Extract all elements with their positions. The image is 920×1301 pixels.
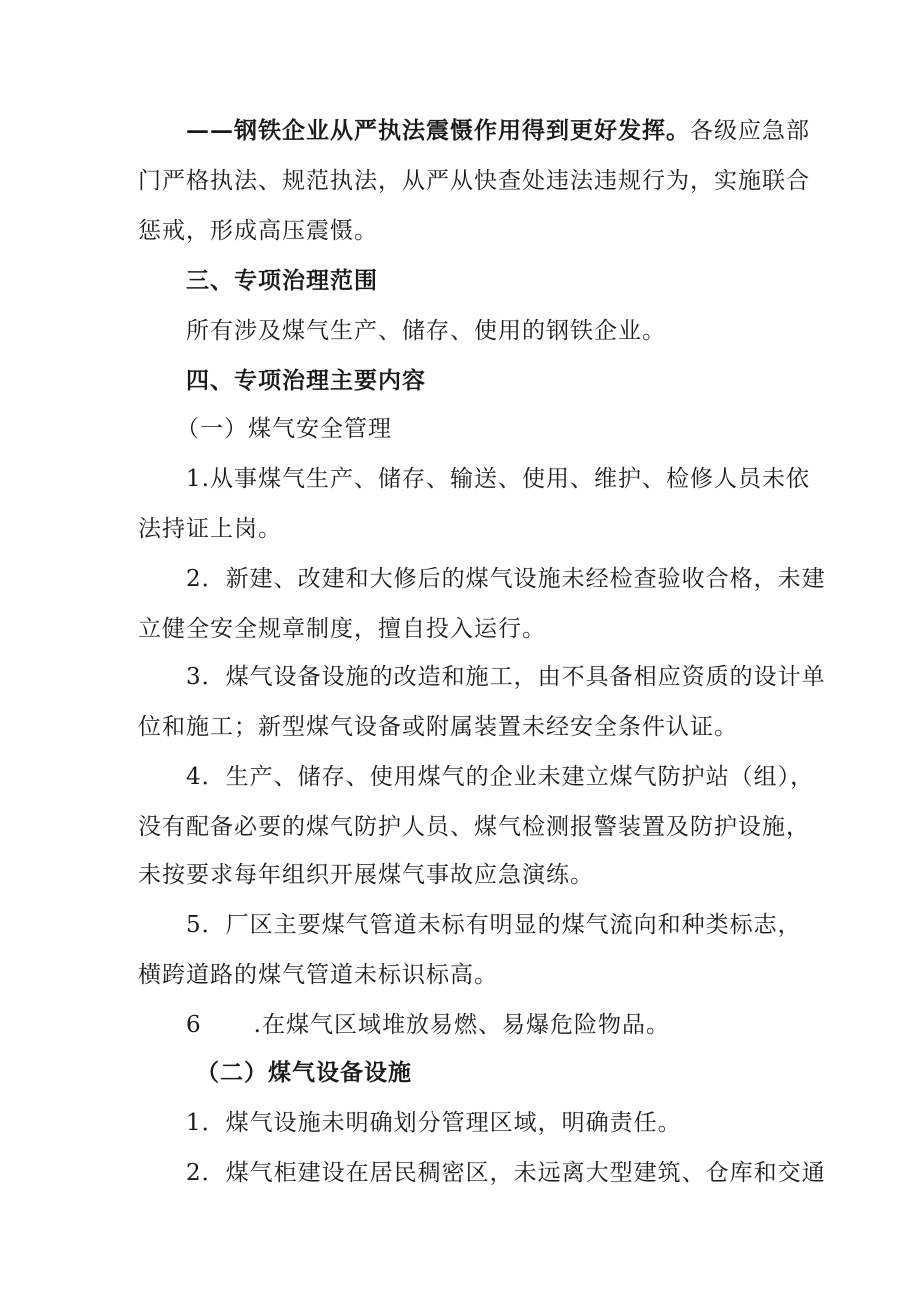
heading-scope: 三、专项治理范围 bbox=[186, 267, 378, 294]
item-6-number: 6 bbox=[186, 1012, 202, 1038]
item-3-line-2: 位和施工；新型煤气设备或附属装置未经安全条件认证。 bbox=[138, 714, 738, 740]
item-6 bbox=[186, 1010, 670, 1040]
item-5-line-1: 5．厂区主要煤气管道未标有明显的煤气流向和种类标志， bbox=[186, 912, 802, 938]
equipment-item-1: 1．煤气设施未明确划分管理区域，明确责任。 bbox=[186, 1110, 682, 1136]
item-1-line-1: 1.从事煤气生产、储存、输送、使用、维护、检修人员未依 bbox=[186, 466, 810, 492]
item-1-line-2: 法持证上岗。 bbox=[138, 516, 282, 542]
subheading-gas-equipment: （二）煤气设备设施 bbox=[196, 1059, 412, 1086]
paragraph-goal-line-1 bbox=[186, 116, 810, 146]
item-5-line-2: 横跨道路的煤气管道未标识标高。 bbox=[138, 962, 498, 988]
subheading-gas-safety-management: （一）煤气安全管理 bbox=[176, 416, 392, 442]
item-4-line-3: 未按要求每年组织开展煤气事故应急演练。 bbox=[138, 862, 594, 888]
item-6-text: .在煤气区域堆放易燃、易爆危险物品。 bbox=[253, 1012, 670, 1038]
item-4-line-1: 4．生产、储存、使用煤气的企业未建立煤气防护站（组）， bbox=[186, 764, 815, 790]
item-2-line-2: 立健全安全规章制度，擅自投入运行。 bbox=[138, 616, 546, 642]
heading-main-content: 四、专项治理主要内容 bbox=[186, 367, 426, 394]
paragraph-goal-line-3: 惩戒，形成高压震慑。 bbox=[138, 218, 378, 244]
goal-bold-lead: ——钢铁企业从严执法震慑作用得到更好发挥。 bbox=[186, 117, 690, 144]
item-2-line-1: 2．新建、改建和大修后的煤气设施未经检查验收合格，未建 bbox=[186, 566, 826, 592]
equipment-item-2: 2．煤气柜建设在居民稠密区，未远离大型建筑、仓库和交通 bbox=[186, 1160, 826, 1186]
item-4-line-2: 没有配备必要的煤气防护人员、煤气检测报警装置及防护设施， bbox=[138, 814, 810, 840]
paragraph-goal-line-2: 门严格执法、规范执法，从严从快查处违法违规行为，实施联合 bbox=[138, 168, 810, 194]
item-3-line-1: 3．煤气设备设施的改造和施工，由不具备相应资质的设计单 bbox=[186, 664, 826, 690]
paragraph-scope: 所有涉及煤气生产、储存、使用的钢铁企业。 bbox=[186, 318, 666, 344]
goal-line-1-rest: 各级应急部 bbox=[690, 118, 810, 144]
